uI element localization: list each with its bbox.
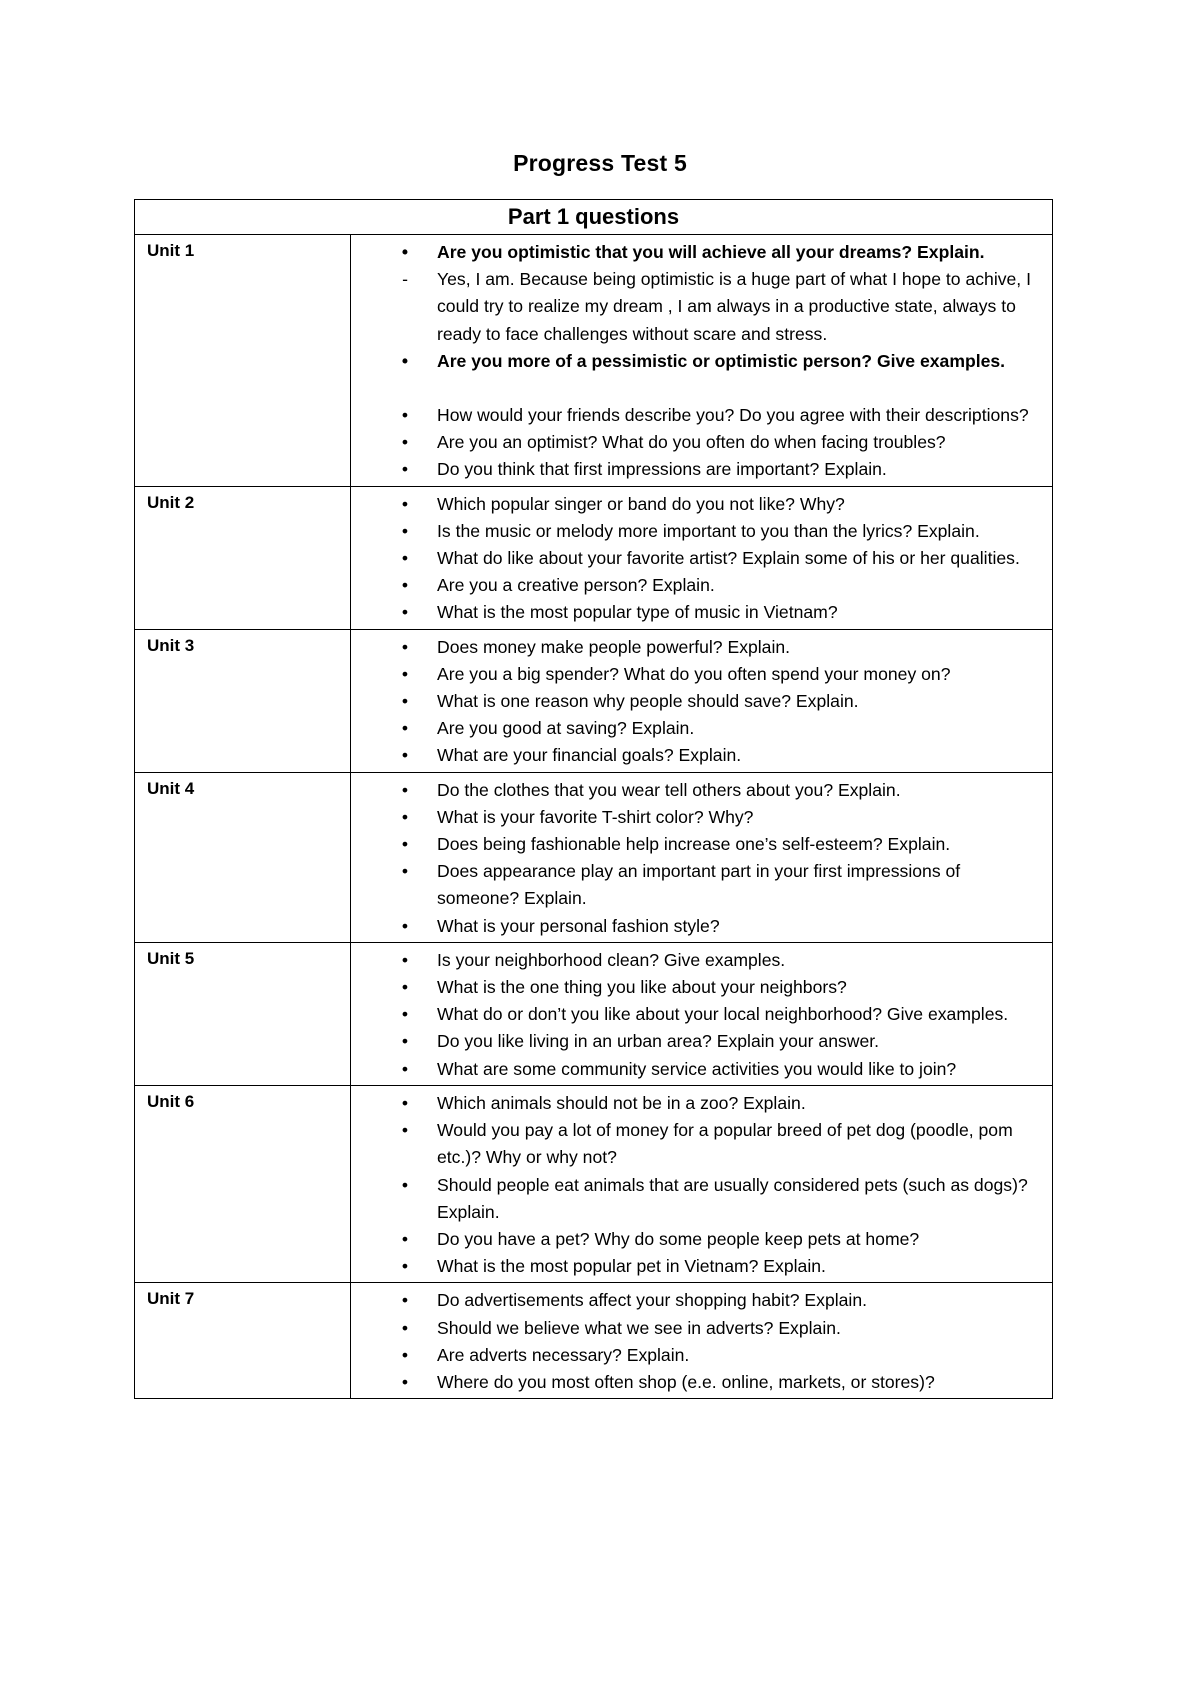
bullet-icon: • [401, 915, 409, 936]
question-text: Are you more of a pessimistic or optimistic person? Give examples. [437, 350, 1006, 371]
bullet-icon: • [401, 861, 409, 882]
question-text: Are you optimistic that you will achieve all your dreams? Explain. [437, 242, 985, 262]
question-text: Do you like living in an urban area? Explain your answer. [437, 1031, 880, 1052]
bullet-icon: • [401, 1058, 409, 1079]
question-text: What are your financial goals? Explain. [437, 745, 742, 766]
bullet-icon: • [401, 350, 409, 371]
question-text: What are some community service activities you would like to join? [437, 1058, 957, 1079]
question-item [351, 1090, 1034, 1117]
question-item [351, 1342, 1034, 1369]
bullet-icon: • [401, 1174, 409, 1195]
bullet-icon: • [401, 718, 409, 739]
unit-row [135, 235, 1053, 487]
question-item [351, 1001, 1034, 1028]
bullet-icon: • [401, 1120, 409, 1141]
question-item [351, 599, 1034, 626]
question-item [351, 858, 1034, 912]
question-item [351, 1226, 1034, 1253]
question-item [351, 1056, 1034, 1083]
bullet-icon: • [401, 834, 409, 855]
question-item [351, 974, 1034, 1001]
question-text: Yes, I am. Because being optimistic is a huge part of what I hope to achive, I could try to realize my dream , I am always in a productive state, always to ready to face challenges without scare and stress. [437, 269, 1031, 344]
question-text: Are you an optimist? What do you often do when facing troubles? [437, 432, 946, 453]
question-item [351, 1287, 1034, 1314]
unit-row [135, 629, 1053, 772]
bullet-icon: • [401, 1004, 409, 1025]
questions-table [134, 199, 1053, 1399]
question-item [351, 777, 1034, 804]
question-item [351, 715, 1034, 742]
question-text: Is your neighborhood clean? Give examples. [437, 949, 786, 970]
question-list [351, 1086, 1052, 1280]
unit-label: Unit 5 [135, 942, 351, 1085]
page-title: Progress Test 5 [513, 150, 687, 176]
unit-row [135, 772, 1053, 942]
bullet-icon: • [401, 242, 409, 262]
question-item [351, 348, 1034, 375]
question-list [351, 630, 1052, 770]
question-text: Where do you most often shop (e.e. online, markets, or stores)? [437, 1371, 935, 1392]
question-text: What do or don’t you like about your local neighborhood? Give examples. [437, 1004, 1009, 1025]
question-text: What do like about your favorite artist? Explain some of his or her qualities. [437, 548, 1020, 569]
question-text: Are you good at saving? Explain. [437, 718, 695, 739]
bullet-icon: • [401, 745, 409, 766]
question-item [351, 831, 1034, 858]
bullet-icon: • [401, 405, 409, 426]
unit-label: Unit 1 [135, 235, 351, 487]
bullet-icon: • [401, 1290, 409, 1311]
dash-marker-icon: - [402, 269, 408, 290]
bullet-icon: • [401, 1256, 409, 1277]
question-text: What is the one thing you like about your neighbors? [437, 977, 847, 998]
bullet-icon: • [401, 432, 409, 453]
question-text: Do advertisements affect your shopping habit? Explain. [437, 1290, 867, 1311]
question-text: Do you have a pet? Why do some people keep pets at home? [437, 1228, 920, 1249]
part-heading: Part 1 questions [135, 200, 1053, 235]
unit-label: Unit 7 [135, 1283, 351, 1399]
unit-questions-cell [351, 772, 1053, 942]
bullet-icon: • [401, 806, 409, 827]
unit-row [135, 1085, 1053, 1282]
bullet-icon: • [401, 602, 409, 623]
question-item [351, 1315, 1034, 1342]
question-item [351, 1172, 1034, 1226]
question-text: Does being fashionable help increase one’s self-esteem? Explain. [437, 834, 951, 855]
bullet-icon: • [401, 493, 409, 514]
question-text: Are adverts necessary? Explain. [437, 1344, 690, 1365]
question-item [351, 1369, 1034, 1396]
bullet-icon: • [401, 1031, 409, 1052]
question-list [351, 773, 1052, 940]
bullet-icon: • [401, 949, 409, 970]
unit-questions-cell [351, 1283, 1053, 1399]
question-text: Does money make people powerful? Explain. [437, 636, 791, 657]
question-text: Is the music or melody more important to you than the lyrics? Explain. [437, 520, 980, 541]
bullet-icon: • [401, 663, 409, 684]
bullet-icon: • [401, 636, 409, 657]
question-item [351, 239, 1034, 266]
question-item [351, 572, 1034, 599]
question-item [351, 545, 1034, 572]
unit-questions-cell [351, 629, 1053, 772]
question-text: Does appearance play an important part in your first impressions of someone? Explain. [437, 861, 961, 909]
question-item [351, 688, 1034, 715]
question-text: What is one reason why people should save? Explain. [437, 691, 859, 712]
bullet-icon: • [401, 459, 409, 480]
table-header-row [135, 200, 1053, 235]
unit-label: Unit 2 [135, 486, 351, 629]
bullet-icon: • [401, 1092, 409, 1113]
question-text: Are you a big spender? What do you often spend your money on? [437, 663, 951, 684]
question-text: Which animals should not be in a zoo? Explain. [437, 1092, 806, 1113]
bullet-icon: • [401, 520, 409, 541]
question-item [351, 742, 1034, 769]
question-item [351, 913, 1034, 940]
question-item [351, 456, 1034, 483]
bullet-icon: • [401, 1371, 409, 1392]
question-list [351, 235, 1052, 484]
question-item [351, 429, 1034, 456]
question-item [351, 661, 1034, 688]
question-text: Would you pay a lot of money for a popular breed of pet dog (poodle, pom etc.)? Why or why not? [437, 1120, 1013, 1168]
answer-item [351, 266, 1034, 348]
unit-row [135, 942, 1053, 1085]
unit-questions-cell [351, 942, 1053, 1085]
question-list [351, 1283, 1052, 1396]
question-item [351, 634, 1034, 661]
unit-label: Unit 6 [135, 1085, 351, 1282]
bullet-icon: • [401, 575, 409, 596]
question-text: Which popular singer or band do you not like? Why? [437, 493, 845, 514]
question-text: Are you a creative person? Explain. [437, 575, 715, 596]
question-text: Should people eat animals that are usually considered pets (such as dogs)? Explain. [437, 1174, 1028, 1222]
question-text: What is the most popular type of music in Vietnam? [437, 602, 838, 623]
question-text: What is the most popular pet in Vietnam? Explain. [437, 1256, 826, 1277]
question-list [351, 943, 1052, 1083]
question-item [351, 1117, 1034, 1171]
question-item [351, 402, 1034, 429]
question-item [351, 1253, 1034, 1280]
question-item [351, 491, 1034, 518]
bullet-icon: • [401, 977, 409, 998]
bullet-icon: • [401, 779, 409, 800]
bullet-icon: • [401, 1317, 409, 1338]
bullet-icon: • [401, 548, 409, 569]
question-text: Should we believe what we see in adverts? Explain. [437, 1317, 841, 1338]
unit-questions-cell [351, 235, 1053, 487]
question-item [351, 947, 1034, 974]
question-list [351, 487, 1052, 627]
question-item [351, 1028, 1034, 1055]
bullet-icon: • [401, 691, 409, 712]
unit-label: Unit 4 [135, 772, 351, 942]
question-item [351, 518, 1034, 545]
question-item [351, 804, 1034, 831]
unit-questions-cell [351, 486, 1053, 629]
unit-row [135, 486, 1053, 629]
bullet-icon: • [401, 1344, 409, 1365]
unit-label: Unit 3 [135, 629, 351, 772]
bullet-icon: • [401, 1228, 409, 1249]
unit-questions-cell [351, 1085, 1053, 1282]
question-text: What is your favorite T-shirt color? Why? [437, 806, 754, 827]
question-text: How would your friends describe you? Do you agree with their descriptions? [437, 405, 1029, 426]
question-text: Do you think that first impressions are important? Explain. [437, 459, 887, 480]
question-text: Do the clothes that you wear tell others about you? Explain. [437, 779, 901, 800]
question-text: What is your personal fashion style? [437, 915, 720, 936]
unit-row [135, 1283, 1053, 1399]
